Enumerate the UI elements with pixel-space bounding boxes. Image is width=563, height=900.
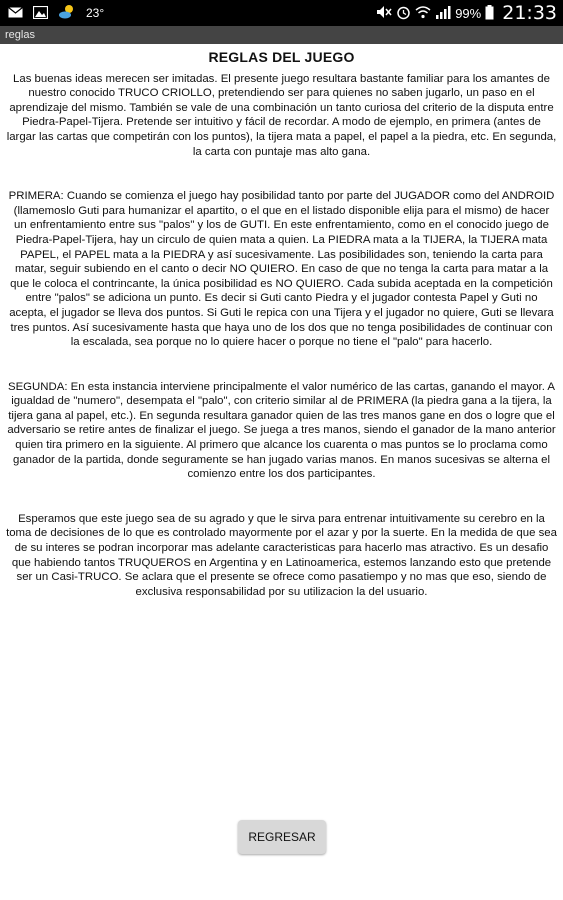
mute-icon	[376, 5, 392, 21]
app-title: reglas	[5, 29, 35, 41]
status-bar-right	[376, 2, 563, 24]
rules-content	[6, 50, 557, 599]
rules-segunda-paragraph: SEGUNDA: En esta instancia interviene principalmente el valor numérico de las cartas, ganando el mayor. A igualdad de "numero", desempata el "palo", con criterio similar al de PRIMERA (la piedra gana a la tijera, la tijera gana al papel, etc.). En segunda resultara ganador quien de las tres manos gane en dos o logre que el adversario se retire antes de finalizar el juego. Se juega a tres manos, siendo el ganador de la mano anterior quien tira primero en la siguiente. Al primero que alcance los cuarenta o mas puntos se lo proclama como ganador de la partida, donde seguramente se han jugado varias manos. En manos sucesivas se alterna el comienzo entre los dos participantes.	[7, 380, 556, 481]
rules-intro-paragraph: Las buenas ideas merecen ser imitadas. El presente juego resultara bastante familiar para los amantes de nuestro conocido TRUCO CRIOLLO, pretendiendo ser para quienes no saben jugarlo, un paso en el aprendizaje del mismo. También se vale de una combinación un tanto curiosa del criterio de la disputa entre Piedra-Papel-Tijera. Pretende ser intuitivo y fácil de recordar. A modo de ejemplo, en primera (antes de largar las cartas que competirán con los puntos), la tijera mata a papel, el papel a la piedra, etc. En segunda, la carta con puntaje mas alto gana.	[6, 72, 557, 158]
mail-icon	[8, 6, 23, 20]
clock-time: 21:33	[502, 2, 557, 24]
battery-icon	[485, 5, 494, 22]
rules-heading: REGLAS DEL JUEGO	[208, 49, 355, 65]
signal-icon	[435, 5, 451, 21]
rules-primera-paragraph: PRIMERA: Cuando se comienza el juego hay posibilidad tanto por parte del JUGADOR como del ANDROID (llamemoslo Guti para humanizar el apartito, o el que en el listado disponible elija para el mismo) de hacer un enfrentamiento entre sus "palos" y los de GUTI. En este enfrentamiento, como en el conocido juego de Piedra-Papel-Tijera, hay un circulo de quien mata a quien. La PIEDRA mata a la TIJERA, la TIJERA mata PAPEL, el PAPEL mata a la PIEDRA y así sucesivamente. Las posibilidades son, teniendo la carta para matar, seguir subiendo en el canto o decir NO QUIERO. En caso de que no tenga la carta para matar a la que le coloca el contrincante, la única posibilidad es NO QUIERO. Cada subida aceptada en la competición entre "palos" se adiciona un punto. Es decir si Guti canto Piedra y el jugador contesta Papel y Guti no acepta, el jugador se lleva dos puntos. Si Guti le repica con una Tijera y el jugador no quiere, Guti se llevara tres puntos. Así sucesivamente hasta que haya uno de los dos que no tenga posibilidades de continuar con la escalada, sea porque no lo quiere hacer o porque no tiene el "palo" para hacerlo.	[8, 190, 555, 349]
weather-icon	[58, 4, 76, 22]
back-button[interactable]: REGRESAR	[238, 820, 326, 854]
image-icon	[33, 6, 48, 21]
alarm-icon	[396, 5, 411, 22]
temperature-text: 23°	[86, 6, 105, 20]
status-bar-left	[0, 4, 104, 22]
wifi-icon	[415, 5, 431, 21]
rules-closing-paragraph: Esperamos que este juego sea de su agrado y que le sirva para entrenar intuitivamente su cerebro en la toma de decisiones de lo que es controlado mayormente por el azar y por la suerte. En la medida de que sea de su interes se podran incorporar mas adelante caracteristicas para hacerlo mas atractivo. Es un desafio que habiendo tantos TRUQUEROS en Argentina y en Latinoamerica, estemos lanzando esto que pretende ser un Casi-TRUCO. Se aclara que el presente se ofrece como pasatiempo y no mas que eso, siendo de exclusiva responsabilidad por su utilizacion la del usuario.	[6, 512, 557, 598]
app-title-bar	[0, 26, 563, 44]
status-bar	[0, 0, 563, 26]
battery-percent: 99%	[455, 5, 482, 21]
